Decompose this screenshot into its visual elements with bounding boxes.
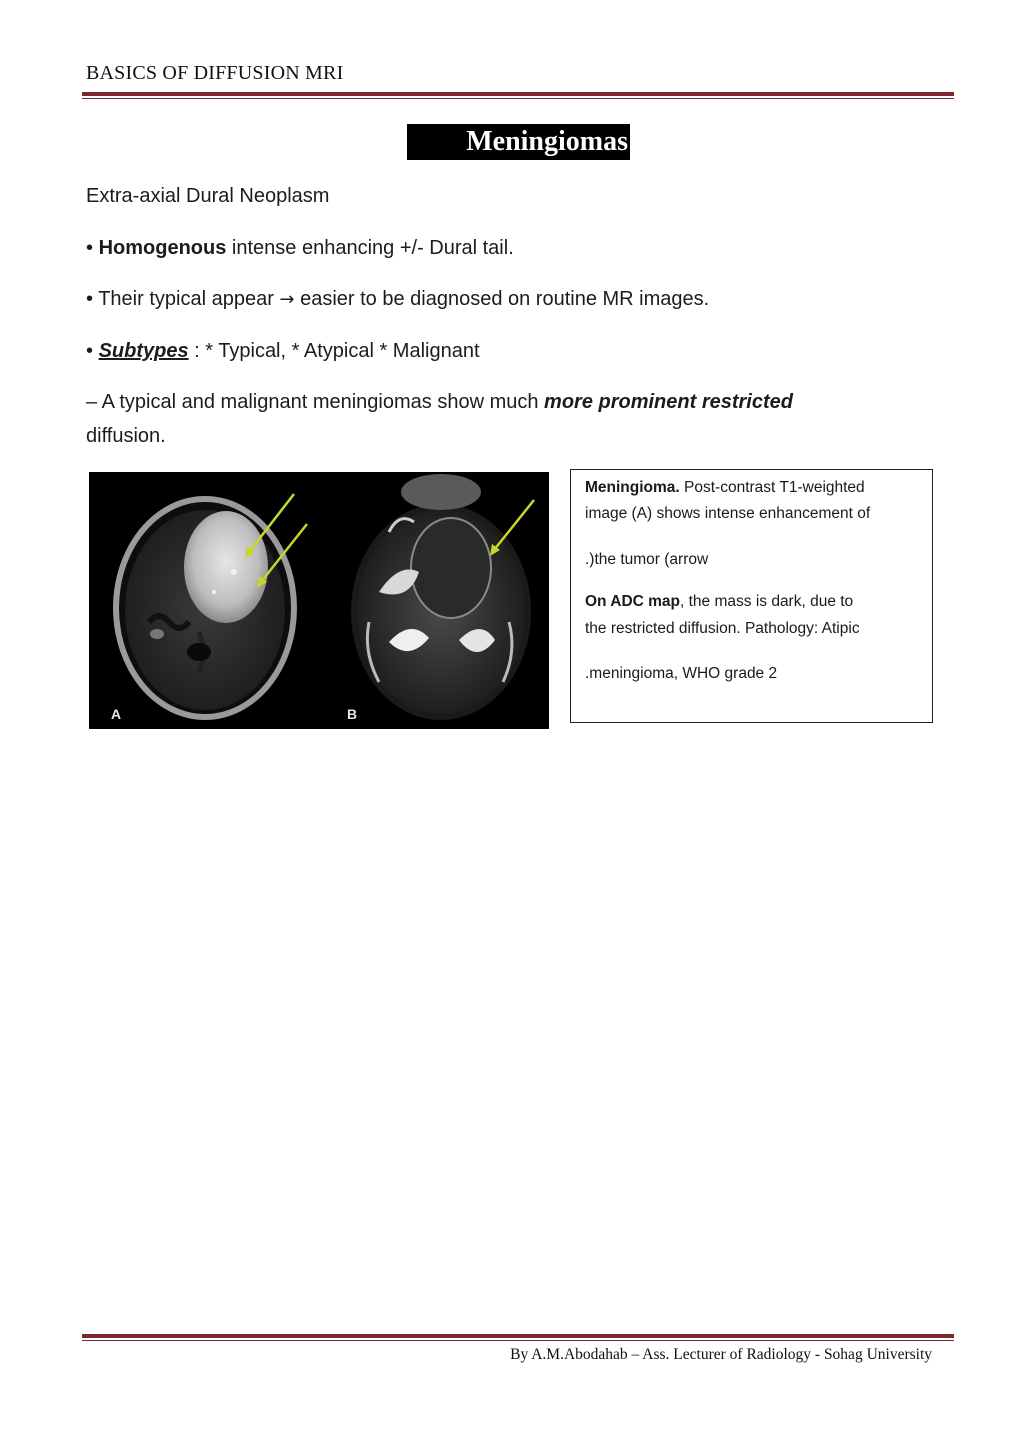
caption-line-5: the restricted diffusion. Pathology: Atipic xyxy=(585,620,860,637)
mri-figure xyxy=(89,472,549,729)
bullet-typical-appear-start: Their typical appear xyxy=(93,288,280,310)
caption-line-2: image (A) shows intense enhancement of xyxy=(585,505,871,522)
caption-title: Meningioma. xyxy=(585,479,680,496)
panel-b-label: B xyxy=(347,706,358,722)
caption-line-4-text: , the mass is dark, due to xyxy=(680,593,854,610)
footer-rule xyxy=(82,1334,954,1341)
bullet-homogenous xyxy=(86,231,514,265)
section-title-box xyxy=(407,124,630,160)
panel-a-label: A xyxy=(111,706,122,722)
bullet-homogenous-text: intense enhancing +/- Dural tail. xyxy=(226,237,514,259)
caption-line-3: .)the tumor (arrow xyxy=(585,551,709,568)
restricted-diffusion-note xyxy=(86,385,886,453)
caption-line-4 xyxy=(585,589,853,615)
bullet-homogenous-bold: Homogenous xyxy=(98,237,227,259)
subtypes-label: Subtypes xyxy=(98,340,189,362)
section-title: Meningiomas xyxy=(466,126,628,157)
header-rule xyxy=(82,92,954,99)
bullet-marker: • xyxy=(86,340,94,362)
mri-figure-image xyxy=(89,472,549,729)
document-header-title: BASICS OF DIFFUSION MRI xyxy=(86,62,344,84)
bullet-subtypes xyxy=(86,334,480,368)
bullet-typical-appear xyxy=(86,282,709,317)
subtypes-list: : * Typical, * Atypical * Malignant xyxy=(188,340,480,362)
caption-adc-label: On ADC map xyxy=(585,593,681,610)
note-start: – A typical and malignant meningiomas show much xyxy=(86,391,545,413)
figure-caption-box xyxy=(570,469,933,723)
note-emphasis: more prominent restricted xyxy=(544,391,793,413)
caption-line-1-text: Post-contrast T1-weighted xyxy=(679,479,865,496)
arrow-right-icon: → xyxy=(279,289,295,310)
footer-credit: By A.M.Abodahab – Ass. Lecturer of Radiology - Sohag University xyxy=(510,1346,932,1363)
caption-line-1 xyxy=(585,475,865,501)
caption-line-6: .meningioma, WHO grade 2 xyxy=(585,665,778,682)
bullet-typical-appear-rest: easier to be diagnosed on routine MR images. xyxy=(294,288,710,310)
bullet-marker: • xyxy=(86,288,94,310)
note-end: diffusion. xyxy=(86,425,166,447)
intro-line: Extra-axial Dural Neoplasm xyxy=(86,185,330,207)
bullet-marker: • xyxy=(86,237,94,259)
